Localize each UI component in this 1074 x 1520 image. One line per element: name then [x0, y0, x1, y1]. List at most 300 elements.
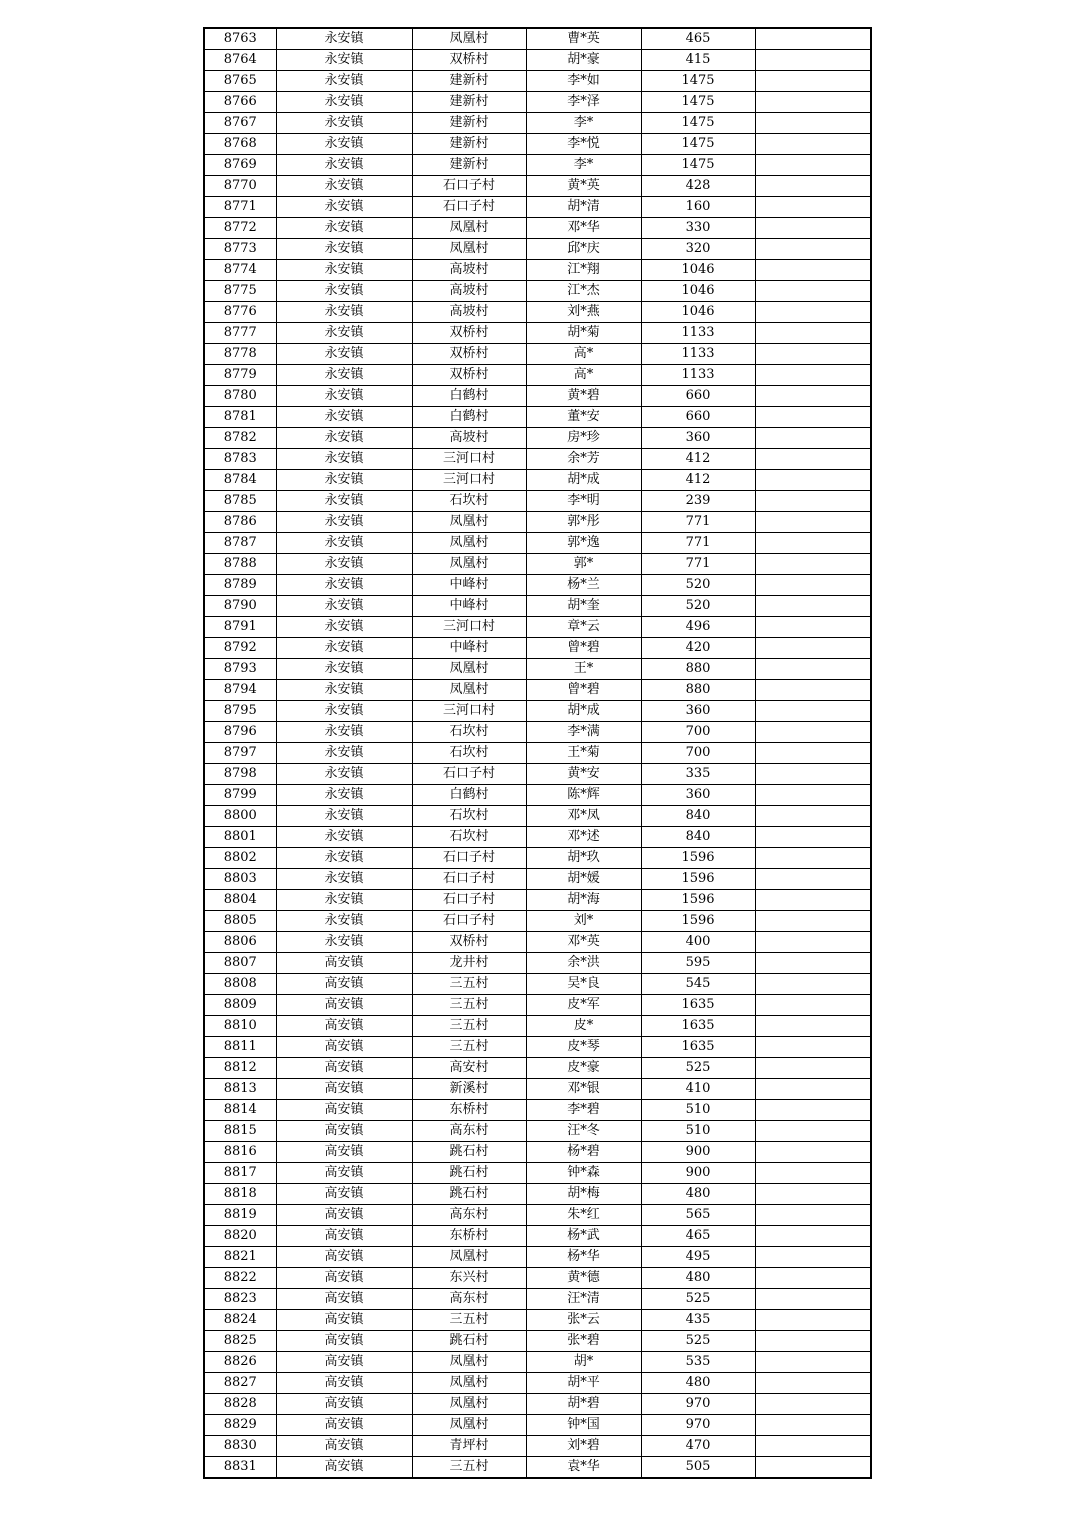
village-cell: 凤凰村: [412, 28, 526, 50]
amount-cell: 1046: [641, 281, 755, 302]
table-row: [204, 1037, 871, 1058]
row-number-cell: 8831: [204, 1457, 276, 1479]
amount-cell: 660: [641, 386, 755, 407]
table-row: [204, 1457, 871, 1479]
name-cell: 王*: [526, 659, 641, 680]
village-cell: 高坡村: [412, 281, 526, 302]
table-row: [204, 71, 871, 92]
amount-cell: 1133: [641, 365, 755, 386]
table-body: [204, 28, 871, 1478]
town-cell: 永安镇: [276, 470, 412, 491]
remark-cell: [755, 1373, 871, 1394]
table-row: [204, 743, 871, 764]
name-cell: 胡*玖: [526, 848, 641, 869]
amount-cell: 565: [641, 1205, 755, 1226]
table-row: [204, 407, 871, 428]
row-number-cell: 8815: [204, 1121, 276, 1142]
table-row: [204, 218, 871, 239]
row-number-cell: 8820: [204, 1226, 276, 1247]
village-cell: 凤凰村: [412, 1415, 526, 1436]
row-number-cell: 8806: [204, 932, 276, 953]
remark-cell: [755, 1121, 871, 1142]
town-cell: 永安镇: [276, 176, 412, 197]
town-cell: 高安镇: [276, 1205, 412, 1226]
row-number-cell: 8772: [204, 218, 276, 239]
amount-cell: 420: [641, 638, 755, 659]
town-cell: 高安镇: [276, 1352, 412, 1373]
row-number-cell: 8774: [204, 260, 276, 281]
row-number-cell: 8766: [204, 92, 276, 113]
name-cell: 吴*良: [526, 974, 641, 995]
amount-cell: 660: [641, 407, 755, 428]
row-number-cell: 8804: [204, 890, 276, 911]
table-row: [204, 1268, 871, 1289]
row-number-cell: 8813: [204, 1079, 276, 1100]
village-cell: 石口子村: [412, 197, 526, 218]
amount-cell: 160: [641, 197, 755, 218]
name-cell: 黄*德: [526, 1268, 641, 1289]
table-row: [204, 869, 871, 890]
row-number-cell: 8768: [204, 134, 276, 155]
amount-cell: 880: [641, 680, 755, 701]
table-row: [204, 848, 871, 869]
name-cell: 董*安: [526, 407, 641, 428]
remark-cell: [755, 575, 871, 596]
amount-cell: 520: [641, 575, 755, 596]
name-cell: 郭*彤: [526, 512, 641, 533]
village-cell: 跳石村: [412, 1142, 526, 1163]
row-number-cell: 8807: [204, 953, 276, 974]
amount-cell: 495: [641, 1247, 755, 1268]
village-cell: 白鹤村: [412, 386, 526, 407]
name-cell: 袁*华: [526, 1457, 641, 1479]
table-row: [204, 575, 871, 596]
table-row: [204, 659, 871, 680]
name-cell: 黄*英: [526, 176, 641, 197]
town-cell: 高安镇: [276, 974, 412, 995]
table-row: [204, 1331, 871, 1352]
remark-cell: [755, 365, 871, 386]
village-cell: 双桥村: [412, 344, 526, 365]
name-cell: 皮*: [526, 1016, 641, 1037]
name-cell: 汪*清: [526, 1289, 641, 1310]
name-cell: 钟*森: [526, 1163, 641, 1184]
row-number-cell: 8788: [204, 554, 276, 575]
row-number-cell: 8797: [204, 743, 276, 764]
amount-cell: 435: [641, 1310, 755, 1331]
village-cell: 高东村: [412, 1121, 526, 1142]
remark-cell: [755, 218, 871, 239]
remark-cell: [755, 617, 871, 638]
remark-cell: [755, 1205, 871, 1226]
table-row: [204, 1184, 871, 1205]
village-cell: 石坎村: [412, 827, 526, 848]
table-row: [204, 701, 871, 722]
name-cell: 余*芳: [526, 449, 641, 470]
row-number-cell: 8792: [204, 638, 276, 659]
amount-cell: 470: [641, 1436, 755, 1457]
table-row: [204, 680, 871, 701]
name-cell: 胡*海: [526, 890, 641, 911]
name-cell: 李*泽: [526, 92, 641, 113]
table-row: [204, 1310, 871, 1331]
row-number-cell: 8809: [204, 995, 276, 1016]
town-cell: 永安镇: [276, 155, 412, 176]
row-number-cell: 8829: [204, 1415, 276, 1436]
name-cell: 杨*碧: [526, 1142, 641, 1163]
town-cell: 永安镇: [276, 890, 412, 911]
town-cell: 永安镇: [276, 449, 412, 470]
amount-cell: 1596: [641, 848, 755, 869]
remark-cell: [755, 1058, 871, 1079]
name-cell: 皮*琴: [526, 1037, 641, 1058]
amount-cell: 1133: [641, 323, 755, 344]
name-cell: 曹*英: [526, 28, 641, 50]
table-row: [204, 302, 871, 323]
town-cell: 永安镇: [276, 113, 412, 134]
table-row: [204, 1394, 871, 1415]
amount-cell: 900: [641, 1163, 755, 1184]
remark-cell: [755, 1226, 871, 1247]
amount-cell: 465: [641, 28, 755, 50]
amount-cell: 1475: [641, 113, 755, 134]
remark-cell: [755, 764, 871, 785]
row-number-cell: 8828: [204, 1394, 276, 1415]
table-row: [204, 428, 871, 449]
amount-cell: 428: [641, 176, 755, 197]
row-number-cell: 8789: [204, 575, 276, 596]
row-number-cell: 8811: [204, 1037, 276, 1058]
town-cell: 永安镇: [276, 71, 412, 92]
row-number-cell: 8791: [204, 617, 276, 638]
village-cell: 建新村: [412, 113, 526, 134]
amount-cell: 465: [641, 1226, 755, 1247]
row-number-cell: 8779: [204, 365, 276, 386]
row-number-cell: 8822: [204, 1268, 276, 1289]
village-cell: 石坎村: [412, 806, 526, 827]
town-cell: 永安镇: [276, 911, 412, 932]
table-row: [204, 806, 871, 827]
village-cell: 龙井村: [412, 953, 526, 974]
remark-cell: [755, 1436, 871, 1457]
row-number-cell: 8782: [204, 428, 276, 449]
remark-cell: [755, 596, 871, 617]
village-cell: 三五村: [412, 1037, 526, 1058]
row-number-cell: 8824: [204, 1310, 276, 1331]
town-cell: 永安镇: [276, 743, 412, 764]
village-cell: 石口子村: [412, 764, 526, 785]
remark-cell: [755, 155, 871, 176]
row-number-cell: 8767: [204, 113, 276, 134]
remark-cell: [755, 1079, 871, 1100]
village-cell: 新溪村: [412, 1079, 526, 1100]
name-cell: 邱*庆: [526, 239, 641, 260]
town-cell: 高安镇: [276, 953, 412, 974]
row-number-cell: 8793: [204, 659, 276, 680]
remark-cell: [755, 680, 871, 701]
village-cell: 三河口村: [412, 701, 526, 722]
remark-cell: [755, 869, 871, 890]
name-cell: 张*碧: [526, 1331, 641, 1352]
name-cell: 张*云: [526, 1310, 641, 1331]
village-cell: 白鹤村: [412, 407, 526, 428]
amount-cell: 1046: [641, 260, 755, 281]
amount-cell: 970: [641, 1415, 755, 1436]
name-cell: 杨*兰: [526, 575, 641, 596]
town-cell: 永安镇: [276, 239, 412, 260]
remark-cell: [755, 176, 871, 197]
row-number-cell: 8818: [204, 1184, 276, 1205]
table-row: [204, 113, 871, 134]
table-row: [204, 1352, 871, 1373]
village-cell: 三五村: [412, 995, 526, 1016]
remark-cell: [755, 260, 871, 281]
village-cell: 中峰村: [412, 575, 526, 596]
amount-cell: 360: [641, 785, 755, 806]
table-row: [204, 1289, 871, 1310]
village-cell: 高安村: [412, 1058, 526, 1079]
remark-cell: [755, 1331, 871, 1352]
amount-cell: 525: [641, 1289, 755, 1310]
table-row: [204, 911, 871, 932]
amount-cell: 1046: [641, 302, 755, 323]
table-row: [204, 323, 871, 344]
table-row: [204, 365, 871, 386]
remark-cell: [755, 407, 871, 428]
table-row: [204, 281, 871, 302]
name-cell: 郭*逸: [526, 533, 641, 554]
amount-cell: 840: [641, 806, 755, 827]
name-cell: 胡*媛: [526, 869, 641, 890]
table-row: [204, 1121, 871, 1142]
remark-cell: [755, 1184, 871, 1205]
town-cell: 永安镇: [276, 50, 412, 71]
table-row: [204, 890, 871, 911]
name-cell: 皮*军: [526, 995, 641, 1016]
name-cell: 胡*平: [526, 1373, 641, 1394]
amount-cell: 525: [641, 1058, 755, 1079]
village-cell: 三五村: [412, 1016, 526, 1037]
town-cell: 高安镇: [276, 1058, 412, 1079]
remark-cell: [755, 1016, 871, 1037]
town-cell: 永安镇: [276, 848, 412, 869]
row-number-cell: 8812: [204, 1058, 276, 1079]
amount-cell: 480: [641, 1373, 755, 1394]
remark-cell: [755, 1310, 871, 1331]
name-cell: 江*翔: [526, 260, 641, 281]
town-cell: 永安镇: [276, 197, 412, 218]
name-cell: 钟*国: [526, 1415, 641, 1436]
row-number-cell: 8783: [204, 449, 276, 470]
row-number-cell: 8777: [204, 323, 276, 344]
row-number-cell: 8826: [204, 1352, 276, 1373]
village-cell: 凤凰村: [412, 1373, 526, 1394]
name-cell: 杨*武: [526, 1226, 641, 1247]
amount-cell: 410: [641, 1079, 755, 1100]
remark-cell: [755, 197, 871, 218]
table-row: [204, 1205, 871, 1226]
table-row: [204, 260, 871, 281]
table-row: [204, 470, 871, 491]
town-cell: 永安镇: [276, 344, 412, 365]
name-cell: 曾*碧: [526, 638, 641, 659]
town-cell: 永安镇: [276, 365, 412, 386]
remark-cell: [755, 281, 871, 302]
town-cell: 永安镇: [276, 428, 412, 449]
name-cell: 高*: [526, 365, 641, 386]
amount-cell: 700: [641, 722, 755, 743]
table-row: [204, 1100, 871, 1121]
row-number-cell: 8814: [204, 1100, 276, 1121]
row-number-cell: 8781: [204, 407, 276, 428]
row-number-cell: 8778: [204, 344, 276, 365]
village-cell: 高东村: [412, 1289, 526, 1310]
remark-cell: [755, 50, 871, 71]
table-row: [204, 638, 871, 659]
remark-cell: [755, 1100, 871, 1121]
village-cell: 双桥村: [412, 50, 526, 71]
name-cell: 邓*凤: [526, 806, 641, 827]
amount-cell: 330: [641, 218, 755, 239]
table-row: [204, 533, 871, 554]
row-number-cell: 8764: [204, 50, 276, 71]
remark-cell: [755, 113, 871, 134]
amount-cell: 400: [641, 932, 755, 953]
table-row: [204, 1058, 871, 1079]
row-number-cell: 8769: [204, 155, 276, 176]
table-row: [204, 764, 871, 785]
row-number-cell: 8801: [204, 827, 276, 848]
name-cell: 杨*华: [526, 1247, 641, 1268]
amount-cell: 900: [641, 1142, 755, 1163]
village-cell: 三河口村: [412, 617, 526, 638]
village-cell: 凤凰村: [412, 554, 526, 575]
village-cell: 双桥村: [412, 365, 526, 386]
table-row: [204, 1016, 871, 1037]
table-row: [204, 239, 871, 260]
amount-cell: 771: [641, 554, 755, 575]
table-row: [204, 995, 871, 1016]
remark-cell: [755, 470, 871, 491]
row-number-cell: 8776: [204, 302, 276, 323]
table-row: [204, 344, 871, 365]
table-row: [204, 50, 871, 71]
amount-cell: 412: [641, 449, 755, 470]
remark-cell: [755, 701, 871, 722]
remark-cell: [755, 932, 871, 953]
row-number-cell: 8802: [204, 848, 276, 869]
village-cell: 东桥村: [412, 1100, 526, 1121]
remark-cell: [755, 806, 871, 827]
village-cell: 高坡村: [412, 428, 526, 449]
village-cell: 双桥村: [412, 323, 526, 344]
name-cell: 刘*: [526, 911, 641, 932]
table-row: [204, 1373, 871, 1394]
row-number-cell: 8805: [204, 911, 276, 932]
amount-cell: 1475: [641, 134, 755, 155]
town-cell: 永安镇: [276, 92, 412, 113]
town-cell: 高安镇: [276, 1457, 412, 1479]
name-cell: 江*杰: [526, 281, 641, 302]
name-cell: 刘*碧: [526, 1436, 641, 1457]
remark-cell: [755, 1268, 871, 1289]
remark-cell: [755, 659, 871, 680]
village-cell: 石坎村: [412, 743, 526, 764]
village-cell: 石口子村: [412, 848, 526, 869]
table-row: [204, 386, 871, 407]
table-row: [204, 932, 871, 953]
amount-cell: 535: [641, 1352, 755, 1373]
town-cell: 永安镇: [276, 806, 412, 827]
town-cell: 高安镇: [276, 1142, 412, 1163]
village-cell: 建新村: [412, 92, 526, 113]
town-cell: 高安镇: [276, 1436, 412, 1457]
table-row: [204, 974, 871, 995]
name-cell: 朱*红: [526, 1205, 641, 1226]
name-cell: 胡*菊: [526, 323, 641, 344]
town-cell: 高安镇: [276, 1268, 412, 1289]
amount-cell: 545: [641, 974, 755, 995]
village-cell: 三五村: [412, 1457, 526, 1479]
row-number-cell: 8825: [204, 1331, 276, 1352]
row-number-cell: 8770: [204, 176, 276, 197]
amount-cell: 1596: [641, 890, 755, 911]
remark-cell: [755, 1247, 871, 1268]
village-cell: 白鹤村: [412, 785, 526, 806]
remark-cell: [755, 1037, 871, 1058]
row-number-cell: 8799: [204, 785, 276, 806]
village-cell: 青坪村: [412, 1436, 526, 1457]
amount-cell: 880: [641, 659, 755, 680]
town-cell: 高安镇: [276, 1016, 412, 1037]
amount-cell: 239: [641, 491, 755, 512]
subsidy-list-table: [203, 27, 872, 1479]
town-cell: 高安镇: [276, 1415, 412, 1436]
row-number-cell: 8800: [204, 806, 276, 827]
row-number-cell: 8808: [204, 974, 276, 995]
remark-cell: [755, 638, 871, 659]
town-cell: 永安镇: [276, 869, 412, 890]
amount-cell: 1133: [641, 344, 755, 365]
row-number-cell: 8823: [204, 1289, 276, 1310]
town-cell: 永安镇: [276, 680, 412, 701]
row-number-cell: 8784: [204, 470, 276, 491]
town-cell: 高安镇: [276, 1331, 412, 1352]
row-number-cell: 8810: [204, 1016, 276, 1037]
town-cell: 永安镇: [276, 260, 412, 281]
name-cell: 余*洪: [526, 953, 641, 974]
name-cell: 胡*豪: [526, 50, 641, 71]
amount-cell: 525: [641, 1331, 755, 1352]
village-cell: 中峰村: [412, 596, 526, 617]
village-cell: 高坡村: [412, 302, 526, 323]
remark-cell: [755, 512, 871, 533]
remark-cell: [755, 1352, 871, 1373]
amount-cell: 320: [641, 239, 755, 260]
village-cell: 跳石村: [412, 1163, 526, 1184]
town-cell: 永安镇: [276, 554, 412, 575]
amount-cell: 480: [641, 1268, 755, 1289]
village-cell: 高坡村: [412, 260, 526, 281]
village-cell: 石口子村: [412, 911, 526, 932]
row-number-cell: 8827: [204, 1373, 276, 1394]
remark-cell: [755, 974, 871, 995]
village-cell: 建新村: [412, 71, 526, 92]
town-cell: 永安镇: [276, 386, 412, 407]
village-cell: 凤凰村: [412, 1394, 526, 1415]
village-cell: 三五村: [412, 974, 526, 995]
row-number-cell: 8790: [204, 596, 276, 617]
